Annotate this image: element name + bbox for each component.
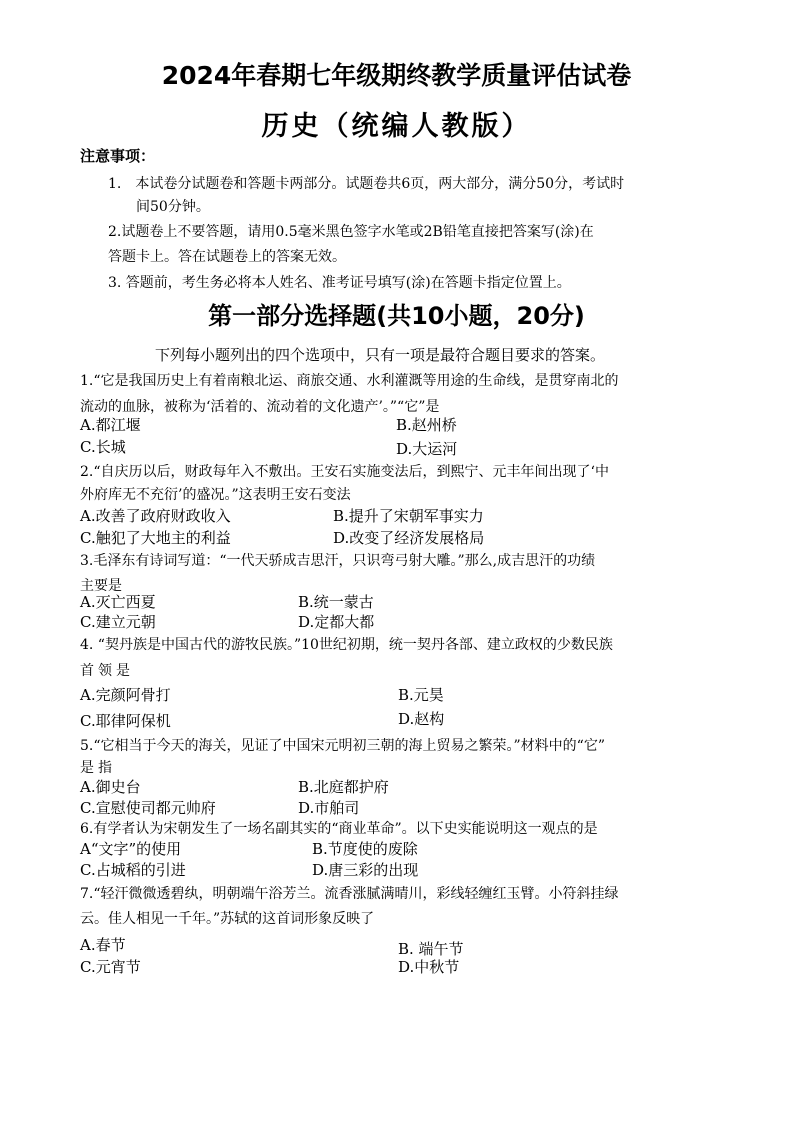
question-6-option-b[interactable]: B.节度使的废除	[312, 840, 418, 858]
question-4-option-c[interactable]: C.耶律阿保机	[80, 712, 171, 730]
question-1-option-b[interactable]: B.赵州桥	[396, 416, 457, 434]
question-7-option-a[interactable]: A.春节	[80, 936, 126, 954]
question-2-stem-line-2: 外府库无不充衍’的盛况。”这表明王安石变法	[80, 487, 351, 503]
question-3-option-c[interactable]: C.建立元朝	[80, 613, 156, 631]
question-5-option-d[interactable]: D.市舶司	[298, 799, 360, 817]
exam-title: 2024年春期七年级期终教学质量评估试卷	[161, 61, 632, 90]
question-7-stem-line-2: 云。佳人相见一千年。”苏轼的这首词形象反映了	[80, 911, 375, 927]
section-intro: 下列每小题列出的四个选项中，只有一项是最符合题目要求的答案。	[155, 346, 606, 364]
question-5-stem-line-1: 5.“它相当于今天的海关，见证了中国宋元明初三朝的海上贸易之繁荣。”材料中的“它”	[80, 738, 605, 754]
question-2-option-b[interactable]: B.提升了宋朝军事实力	[333, 507, 484, 525]
question-4-stem-line-1: 4. “契丹族是中国古代的游牧民族。”10世纪初期，统一契丹各部、建立政权的少数民族	[80, 637, 613, 653]
question-5-option-c[interactable]: C.宣慰使司都元帅府	[80, 799, 216, 817]
question-4-stem-line-2: 首领是	[80, 663, 134, 679]
section-title: 第一部分选择题(共10小题，20分)	[208, 302, 585, 330]
question-6-stem: 6.有学者认为宋朝发生了一场名副其实的“商业革命”。以下史实能说明这一观点的是	[80, 821, 598, 837]
note-item-2-line-2: 答题卡上。答在试题卷上的答案无效。	[108, 249, 346, 265]
question-1-stem-line-1: 1.“它是我国历史上有着南粮北运、商旅交通、水利灌溉等用途的生命线，是贯穿南北的	[80, 373, 619, 389]
question-6-option-d[interactable]: D.唐三彩的出现	[312, 861, 419, 879]
question-6-option-a[interactable]: A“文字”的使用	[80, 840, 182, 858]
question-4-option-b[interactable]: B.元昊	[398, 686, 444, 704]
question-3-option-b[interactable]: B.统一蒙古	[298, 593, 374, 611]
note-item-1-line-2: 间50分钟。	[136, 199, 210, 215]
question-7-option-d[interactable]: D.中秋节	[398, 958, 460, 976]
question-1-option-d[interactable]: D.大运河	[396, 440, 458, 458]
question-3-option-a[interactable]: A.灭亡西夏	[80, 593, 156, 611]
question-5-option-b[interactable]: B.北庭都护府	[298, 778, 389, 796]
question-7-stem-line-1: 7.“轻汗微微透碧纨，明朝端午浴芳兰。流香涨腻满晴川，彩线轻缠红玉臂。小符斜挂绿	[80, 886, 619, 902]
question-5-option-a[interactable]: A.御史台	[80, 778, 141, 796]
question-4-option-a[interactable]: A.完颜阿骨打	[80, 686, 171, 704]
question-2-option-c[interactable]: C.触犯了大地主的利益	[80, 529, 231, 547]
question-1-option-c[interactable]: C.长城	[80, 438, 126, 456]
question-6-option-c[interactable]: C.占城稻的引进	[80, 861, 186, 879]
question-1-stem-line-2: 流动的血脉，被称为‘活着的、流动着的文化遗产’。”“它”是	[80, 399, 440, 415]
question-2-option-a[interactable]: A.改善了政府财政收入	[80, 507, 231, 525]
question-3-stem-line-1: 3.毛泽东有诗词写道：“一代天骄成吉思汗，只识弯弓射大雕。”那么,成吉思汗的功绩	[80, 553, 596, 569]
question-2-stem-line-1: 2.“自庆历以后，财政每年入不敷出。王安石实施变法后，到熙宁、元丰年间出现了‘中	[80, 464, 609, 480]
question-4-option-d[interactable]: D.赵构	[398, 710, 445, 728]
question-1-option-a[interactable]: A.都江堰	[80, 416, 141, 434]
question-3-option-d[interactable]: D.定都大都	[298, 613, 375, 631]
note-item-1-line-1: 1. 本试卷分试题卷和答题卡两部分。试题卷共6页，两大部分，满分50分，考试时	[108, 176, 625, 192]
question-7-option-b[interactable]: B. 端午节	[398, 940, 464, 958]
question-7-option-c[interactable]: C.元宵节	[80, 958, 141, 976]
notes-heading: 注意事项：	[80, 147, 156, 165]
note-item-3: 3. 答题前，考生务必将本人姓名、准考证号填写(涂)在答题卡指定位置上。	[108, 275, 571, 291]
question-3-stem-line-2: 主要是	[80, 578, 122, 594]
question-5-stem-line-2: 是指	[80, 760, 116, 776]
exam-subtitle: 历史（统编人教版）	[261, 111, 532, 142]
question-2-option-d[interactable]: D.改变了经济发展格局	[333, 529, 485, 547]
note-item-2-line-1: 2.试题卷上不要答题，请用0.5毫米黑色签字水笔或2B铅笔直接把答案写(涂)在	[108, 224, 594, 240]
